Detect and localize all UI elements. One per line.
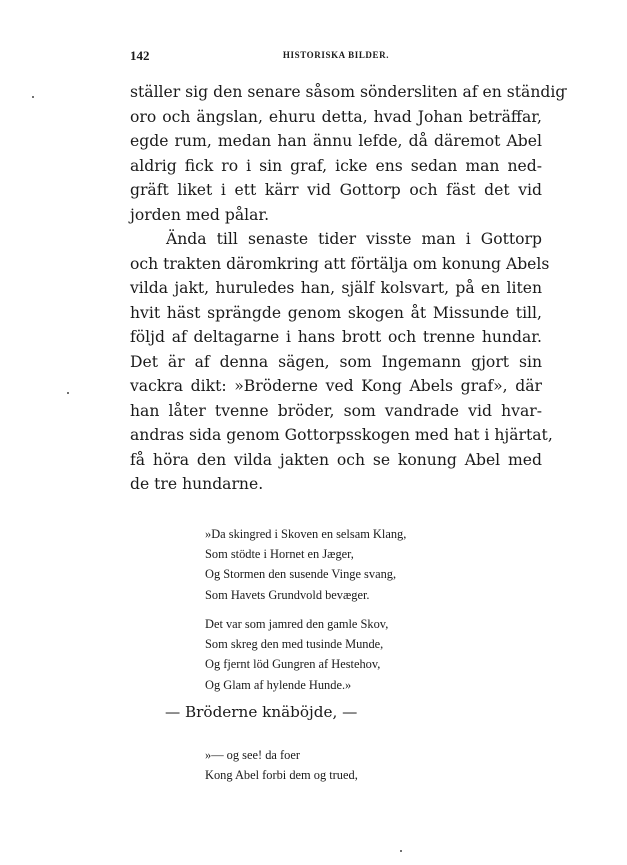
text-line: han låter tvenne bröder, som vandrade vid hvar- <box>130 401 542 420</box>
text-line: hvit häst sprängde genom skogen åt Missunde till, <box>130 303 542 322</box>
speck-mark <box>32 96 34 98</box>
running-head: HISTORISKA BILDER. <box>282 50 390 60</box>
verse-line: Som stödte i Hornet en Jæger, <box>205 547 354 562</box>
text-line: oro och ängslan, ehuru detta, hvad Johan beträffar, <box>130 107 542 126</box>
text-line: egde rum, medan han ännu lefde, då däremot Abel <box>130 132 542 150</box>
verse-line: Kong Abel forbi dem og trued, <box>205 768 358 783</box>
verse-line: Det var som jamred den gamle Skov, <box>205 617 389 631</box>
paragraph-2 <box>130 227 553 497</box>
text-line: gräft liket i ett kärr vid Gottorp och fäst det vid <box>130 181 542 199</box>
text-line: vackra dikt: »Bröderne ved Kong Abels graf», där <box>130 377 542 395</box>
text-line: följd af deltagarne i hans brott och trenne hundar. <box>130 328 542 346</box>
verse-line: Som Havets Grundvold bevæger. <box>205 587 370 602</box>
text-line: Det är af denna sägen, som Ingemann gjort sin <box>130 352 542 371</box>
text-line: aldrig fick ro i sin graf, icke ens sedan man ned- <box>130 156 542 175</box>
text-line: de tre hundarne. <box>130 475 264 493</box>
text-line: ställer sig den senare såsom söndersliten af en ständig <box>130 83 566 101</box>
text-line: andras sida genom Gottorpsskogen med hat i hjärtat, <box>130 426 553 444</box>
verse-stanza-3 <box>205 745 358 785</box>
verse-line: »Da skingred i Skoven en selsam Klang, <box>205 527 407 541</box>
text-line: Ända till senaste tider visste man i Gottorp <box>166 230 542 248</box>
paragraph-1 <box>130 80 566 227</box>
text-line: få höra den vilda jakten och se konung Abel med <box>130 450 542 469</box>
verse-stanza-2 <box>205 614 388 695</box>
speck-mark <box>565 88 567 90</box>
speck-mark <box>67 392 69 394</box>
verse-line: »— og see! da foer <box>205 748 300 762</box>
text-line: och trakten däromkring att förtälja om konung Abels <box>130 254 550 273</box>
page-number: 142 <box>130 48 150 63</box>
page-header <box>130 48 542 68</box>
verse-line: Og Stormen den susende Vinge svang, <box>205 567 397 582</box>
text-line: jorden med pålar. <box>130 205 270 224</box>
interlude-line: — Bröderne knäböjde, — <box>165 703 358 721</box>
body-text <box>130 80 566 497</box>
speck-mark <box>400 850 402 852</box>
verse-stanza-1 <box>205 524 406 605</box>
verse-line: Og fjernt löd Gungren af Hestehov, <box>205 657 381 672</box>
text-line: vilda jakt, huruledes han, själf kolsvart, på en liten <box>130 279 542 297</box>
verse-line: Og Glam af hylende Hunde.» <box>205 677 352 692</box>
verse-line: Som skreg den med tusinde Munde, <box>205 637 384 652</box>
